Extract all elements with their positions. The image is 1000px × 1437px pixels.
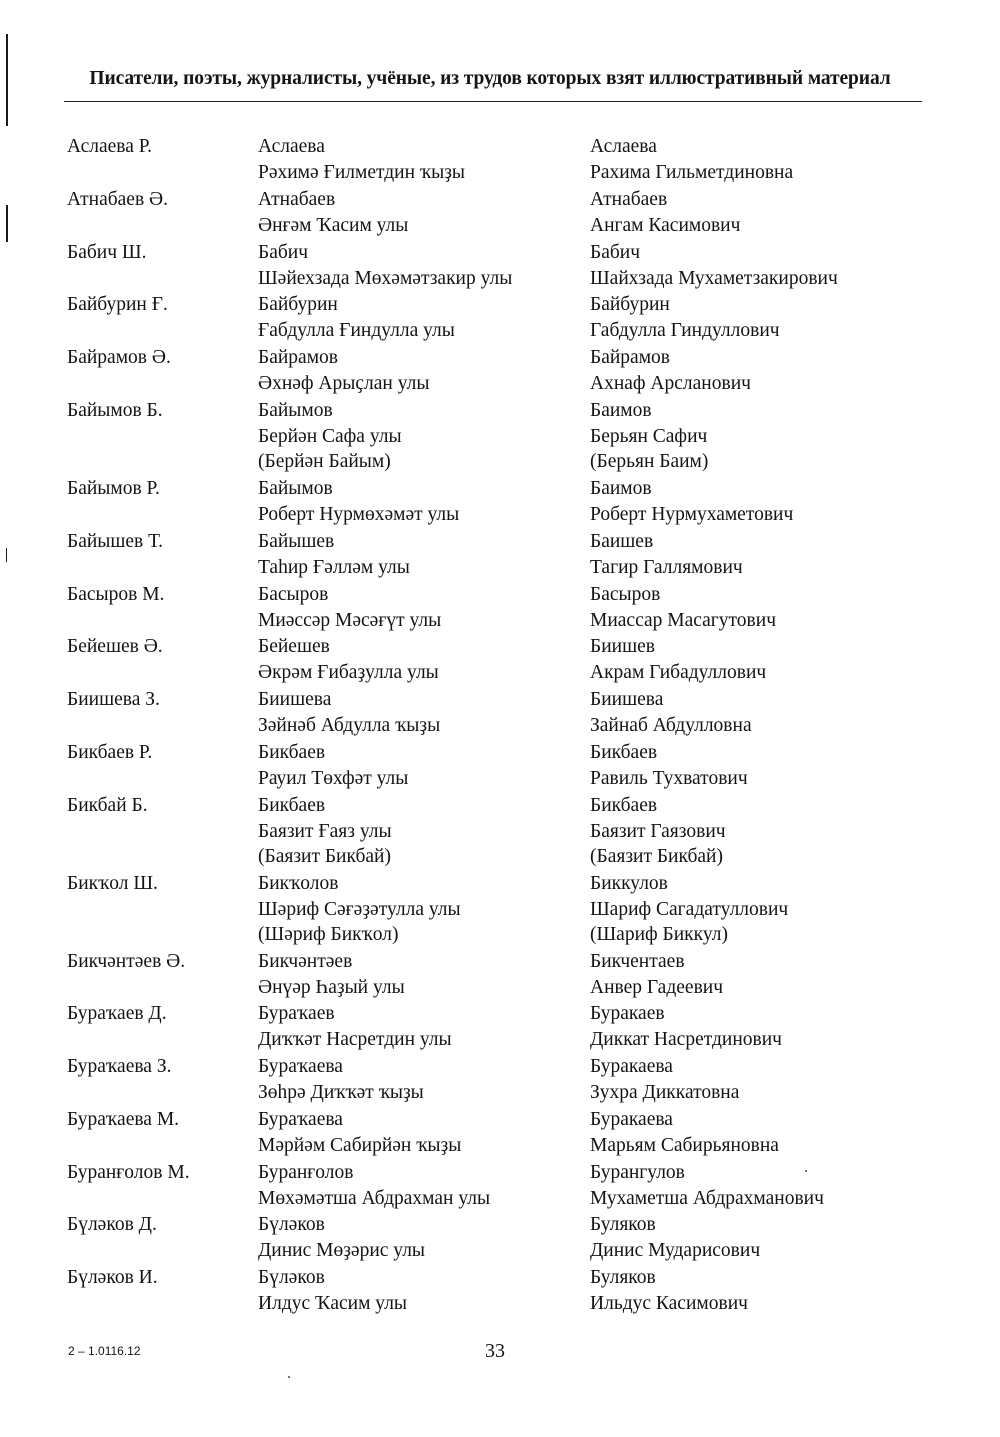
author-russian-name-line: Шайхзада Мухаметзакирович <box>590 267 838 289</box>
author-bashkir-name-line: Бүләков <box>258 1214 325 1235</box>
author-short-name: Бураҡаев Д. <box>67 1003 167 1024</box>
author-russian-name-line: Миассар Масагутович <box>590 609 777 631</box>
author-russian-name <box>590 187 740 238</box>
author-bashkir-name <box>258 582 441 633</box>
author-bashkir-name-line: Байымов <box>258 400 333 421</box>
author-bashkir-name-line: Миәссәр Мәсәғүт улы <box>258 609 442 631</box>
author-russian-name-line: Бикбаев <box>590 742 658 763</box>
author-bashkir-name-line: Бураҡаев <box>258 1003 335 1024</box>
author-bashkir-name-line: Шәриф Сәғәҙәтулла улы <box>258 898 461 920</box>
author-bashkir-name-line: Баязит Ғаяз улы <box>258 820 392 842</box>
scan-speck <box>805 1170 807 1172</box>
author-bashkir-name-line: Бейешев <box>258 636 330 657</box>
author-bashkir-name-line: Байбурин <box>258 294 338 315</box>
author-bashkir-name-line: Бураҡаева <box>258 1109 343 1130</box>
author-bashkir-name-line: Бикчәнтәев <box>258 951 353 972</box>
author-russian-name-line: (Берьян Баим) <box>590 451 709 472</box>
author-russian-name-line: Габдулла Гиндуллович <box>590 319 780 341</box>
author-bashkir-name <box>258 529 410 580</box>
author-russian-name-line: Ангам Касимович <box>590 214 741 236</box>
author-russian-name <box>590 1212 760 1263</box>
author-russian-name-line: Биишев <box>590 636 655 657</box>
author-bashkir-name-line: Байрамов <box>258 347 338 368</box>
author-bashkir-name-line: Диҡҡәт Насретдин улы <box>258 1028 452 1050</box>
author-russian-name-line: Бабич <box>590 242 641 263</box>
author-bashkir-name-line: Зәйнәб Абдулла ҡыҙы <box>258 714 441 736</box>
author-russian-name-line: Бикчентаев <box>590 951 685 972</box>
author-bashkir-name-line: Әкрәм Ғибаҙулла улы <box>258 661 439 683</box>
author-bashkir-name-line: Роберт Нурмөхәмәт улы <box>258 503 460 525</box>
author-bashkir-name-line: Ғабдулла Ғиндулла улы <box>258 319 455 341</box>
author-bashkir-name <box>258 949 405 1000</box>
author-bashkir-name <box>258 1212 425 1263</box>
author-russian-name <box>590 134 793 185</box>
author-russian-name-line: Баязит Гаязович <box>590 820 726 842</box>
author-russian-name-line: Акрам Гибадуллович <box>590 661 767 683</box>
author-russian-name-line: Буракаева <box>590 1109 673 1130</box>
author-russian-name-line: Мухаметша Абдрахманович <box>590 1187 824 1209</box>
author-bashkir-name-line: Бикҡолов <box>258 873 339 894</box>
author-short-name: Бикбаев Р. <box>67 742 153 763</box>
author-bashkir-name-line: Мәрйәм Сабирйән ҡыҙы <box>258 1134 462 1156</box>
author-russian-name-line: Биишева <box>590 689 664 710</box>
author-bashkir-name-line: Бикбаев <box>258 742 326 763</box>
author-russian-name-line: Буляков <box>590 1267 656 1288</box>
author-russian-name-line: Шариф Сагадатуллович <box>590 898 789 920</box>
author-short-name: Байымов Р. <box>67 478 160 499</box>
author-bashkir-name-line: Атнабаев <box>258 189 336 210</box>
author-russian-name <box>590 1265 748 1316</box>
author-bashkir-name-line: Бабич <box>258 242 309 263</box>
author-russian-name-line: Биккулов <box>590 873 668 894</box>
author-short-name: Байбурин Ғ. <box>67 294 168 315</box>
author-bashkir-name <box>258 634 439 685</box>
author-bashkir-name <box>258 740 408 791</box>
author-bashkir-name <box>258 134 465 185</box>
author-bashkir-name-line: Буранғолов <box>258 1162 354 1183</box>
author-russian-name-line: Ахнаф Арсланович <box>590 372 751 394</box>
author-short-name: Биишева З. <box>67 689 160 710</box>
author-russian-name-line: Равиль Тухватович <box>590 767 748 789</box>
author-bashkir-name-line: Әхнәф Арыҫлан улы <box>258 372 430 394</box>
author-russian-name-line: Бурангулов <box>590 1162 685 1183</box>
author-russian-name <box>590 1054 739 1105</box>
author-short-name: Бикҡол Ш. <box>67 873 158 894</box>
author-bashkir-name <box>258 1265 407 1316</box>
author-russian-name <box>590 476 793 527</box>
author-russian-name <box>590 240 838 291</box>
page-header-title: Писатели, поэты, журналисты, учёные, из трудов которых взят иллюстративный материал <box>89 68 891 89</box>
author-russian-name <box>590 1160 824 1211</box>
author-russian-name-line: Байбурин <box>590 294 670 315</box>
author-russian-name-line: Тагир Галлямович <box>590 556 743 578</box>
author-short-name: Бураҡаева З. <box>67 1056 172 1077</box>
author-russian-name-line: Динис Мударисович <box>590 1239 761 1261</box>
author-bashkir-name <box>258 1160 490 1211</box>
author-russian-name-line: Баимов <box>590 478 652 499</box>
author-russian-name-line: Басыров <box>590 584 661 605</box>
author-russian-name-line: Байрамов <box>590 347 670 368</box>
author-russian-name-line: (Шариф Биккул) <box>590 924 728 945</box>
author-bashkir-name-line: Биишева <box>258 689 332 710</box>
author-russian-name <box>590 871 788 948</box>
author-russian-name-line: Баимов <box>590 400 652 421</box>
author-russian-name <box>590 634 766 685</box>
author-russian-name-line: Бикбаев <box>590 795 658 816</box>
author-russian-name <box>590 1001 782 1052</box>
author-bashkir-name-line: Басыров <box>258 584 329 605</box>
page-number: 33 <box>485 1340 505 1362</box>
author-bashkir-name <box>258 476 459 527</box>
footer-print-code: 2 – 1.0116.12 <box>68 1344 141 1358</box>
author-short-name: Байрамов Ә. <box>67 347 171 368</box>
author-bashkir-name-line: (Берйән Байым) <box>258 451 391 472</box>
author-russian-name <box>590 398 708 475</box>
author-bashkir-name <box>258 1001 452 1052</box>
author-bashkir-name-line: Шәйехзада Мөхәмәтзакир улы <box>258 267 513 289</box>
author-short-name: Байышев Т. <box>67 531 163 552</box>
author-russian-name <box>590 529 743 580</box>
author-bashkir-name-line: Бикбаев <box>258 795 326 816</box>
author-russian-name <box>590 949 723 1000</box>
author-russian-name-line: Анвер Гадеевич <box>590 976 724 998</box>
author-bashkir-name-line: Таһир Ғәлләм улы <box>258 556 410 578</box>
author-russian-name <box>590 687 752 738</box>
author-bashkir-name <box>258 292 455 343</box>
author-russian-name <box>590 582 776 633</box>
author-bashkir-name-line: Берйән Сафа улы <box>258 425 402 447</box>
author-short-name: Бикбай Б. <box>67 795 148 816</box>
author-short-name: Аслаева Р. <box>67 136 153 157</box>
author-russian-name <box>590 1107 779 1158</box>
author-short-name: Бейешев Ә. <box>67 636 163 657</box>
author-russian-name-line: Зайнаб Абдулловна <box>590 714 752 736</box>
author-bashkir-name <box>258 1107 461 1158</box>
author-bashkir-name-line: Динис Мөҙәрис улы <box>258 1239 426 1261</box>
author-russian-name-line: Роберт Нурмухаметович <box>590 503 794 525</box>
author-short-name: Буранғолов М. <box>67 1162 190 1183</box>
author-bashkir-name <box>258 871 461 948</box>
author-short-name: Бикчәнтәев Ә. <box>67 951 186 972</box>
author-russian-name-line: Ильдус Касимович <box>590 1292 748 1314</box>
author-bashkir-name-line: Аслаева <box>258 136 325 157</box>
author-russian-name-line: (Баязит Бикбай) <box>590 846 723 867</box>
author-short-name: Бураҡаева М. <box>67 1109 180 1130</box>
author-bashkir-name-line: Рауил Төхфәт улы <box>258 767 409 789</box>
author-russian-name-line: Берьян Сафич <box>590 425 708 447</box>
author-russian-name-line: Баишев <box>590 531 654 552</box>
author-short-name: Бүләков Д. <box>67 1214 157 1235</box>
author-short-name: Басыров М. <box>67 584 165 605</box>
author-bashkir-name-line: (Шәриф Бикҡол) <box>258 924 399 945</box>
author-short-name: Байымов Б. <box>67 400 163 421</box>
author-russian-name-line: Буляков <box>590 1214 656 1235</box>
author-bashkir-name-line: (Баязит Бикбай) <box>258 846 391 867</box>
author-bashkir-name-line: Зөһрә Диҡҡәт ҡыҙы <box>258 1081 424 1103</box>
author-russian-name <box>590 345 751 396</box>
author-short-name: Бабич Ш. <box>67 242 147 263</box>
author-bashkir-name <box>258 398 402 475</box>
author-bashkir-name-line: Бүләков <box>258 1267 325 1288</box>
author-bashkir-name-line: Әнүәр Һаҙый улы <box>258 976 405 998</box>
author-short-name: Бүләков И. <box>67 1267 158 1288</box>
author-russian-name-line: Аслаева <box>590 136 657 157</box>
author-short-name: Атнабаев Ә. <box>67 189 168 210</box>
author-russian-name <box>590 740 748 791</box>
author-bashkir-name <box>258 793 392 870</box>
author-russian-name-line: Буракаева <box>590 1056 673 1077</box>
author-bashkir-name-line: Рәхимә Ғилметдин ҡыҙы <box>258 161 466 183</box>
author-russian-name <box>590 793 726 870</box>
author-russian-name-line: Зухра Диккатовна <box>590 1081 740 1103</box>
author-bashkir-name <box>258 1054 424 1105</box>
author-bashkir-name-line: Байышев <box>258 531 335 552</box>
author-bashkir-name-line: Илдус Ҡасим улы <box>258 1292 408 1314</box>
author-bashkir-name <box>258 345 429 396</box>
author-russian-name-line: Рахима Гильметдиновна <box>590 161 794 183</box>
author-bashkir-name-line: Бураҡаева <box>258 1056 343 1077</box>
scan-speck <box>288 1376 290 1378</box>
author-bashkir-name-line: Мөхәмәтша Абдрахман улы <box>258 1187 491 1209</box>
author-russian-name-line: Диккат Насретдинович <box>590 1028 782 1050</box>
author-bashkir-name-line: Байымов <box>258 478 333 499</box>
author-bashkir-name <box>258 187 408 238</box>
author-russian-name-line: Атнабаев <box>590 189 668 210</box>
author-russian-name <box>590 292 780 343</box>
author-russian-name-line: Буракаев <box>590 1003 665 1024</box>
author-bashkir-name-line: Әнғәм Ҡасим улы <box>258 214 409 236</box>
author-bashkir-name <box>258 240 512 291</box>
author-bashkir-name <box>258 687 440 738</box>
author-russian-name-line: Марьям Сабирьяновна <box>590 1134 779 1156</box>
